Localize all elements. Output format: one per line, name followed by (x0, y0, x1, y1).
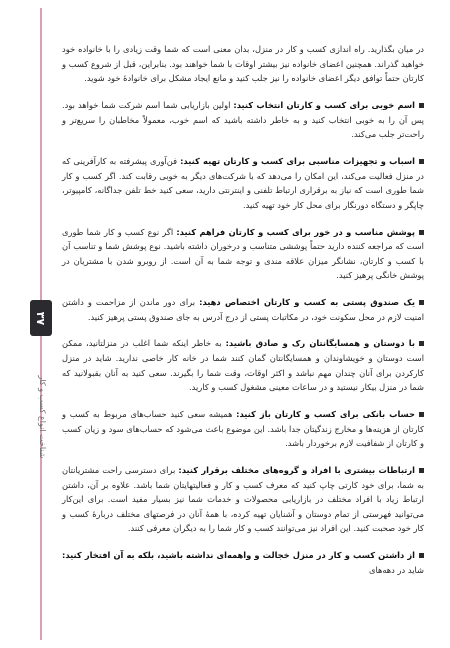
square-bullet-icon (419, 341, 424, 346)
square-bullet-icon (419, 230, 424, 235)
square-bullet-icon (419, 300, 424, 305)
section-body: اولین بازاریابی شما اسم شرکت شما خواهد بود. پس آن را به خوبی انتخاب کنید و به خاطر داشته باشید که اسم خوب، معمولاً مخاطبان را سریع‌تر و راحت‌تر جلب می‌کند. (62, 99, 424, 140)
section-heading: حساب بانکی برای کسب و کارتان باز کنید: (236, 409, 415, 419)
body-text (62, 42, 424, 590)
section-body: اگر نوع کسب و کار شما طوری است که مراجعه کننده دارید حتماً پوششی متناسب و درخوران داشته باشید. نوع پوشش شما و تناسب آن با کسب و کارتان، نشانگر میزان علاقه مندی و توجه شما به آن است. از روبرو شدن با مشتریان در پوشش خانگی پرهیز کنید. (62, 226, 424, 281)
intro-paragraph: در میان بگذارید. راه اندازی کسب و کار در منزل، بدان معنی است که شما وقت زیادی را با خانواده خود خواهید گذراند. همچنین اعضای خانواده نیز بیشتر اوقات با شما خواهند بود. بنابراین، قبل از شروع کسب و کارتان حتماً توافق دیگر اعضای خانواده را نیز جلب کنید و مانع ایجاد مشکل برای خانوادهٔ خود شوید. (62, 44, 424, 84)
page-number: ۳۷ (34, 311, 48, 325)
section-paragraph (62, 98, 424, 142)
section-paragraph (62, 463, 424, 536)
running-chapter-title: شناخت انواع کسب و کار (38, 375, 47, 459)
section-heading: از داشتن کسب و کار در منزل خجالت و واهمه‌ای نداشته باشید، بلکه به آن افتخار کنید: (62, 550, 415, 561)
square-bullet-icon (419, 412, 424, 417)
section-body: شاید در دهه‌های (368, 564, 424, 575)
section-paragraph (62, 295, 424, 324)
section-body: برای دسترسی راحت مشتریانتان به شما، برای خود کارتی چاپ کنید که معرف کسب و کار و فعالیتهایتان شما باشد. علاوه بر آن، داشتن ارتباط زیاد با افراد مختلف در بازاریابی محصولات و خدمات شما نیز بسیار مفید است. برای این‌کار می‌توانید فهرستی از تمام دوستان و آشنایان تهیه کرده، با همهٔ آنان در فرصتهای مختلف دربارهٔ کسب و کار خود صحبت کنید. این افراد نیز می‌توانند کسب و کار شما را به دیگران معرفی کنند. (62, 464, 424, 534)
page-number-badge (30, 300, 52, 336)
section-heading: با دوستان و همسایگانتان رک و صادق باشید: (225, 338, 415, 349)
section-heading: یک صندوق پستی به کسب و کارتان اختصاص دهید: (199, 297, 415, 308)
section-heading: ارتباطات بیشتری با افراد و گروه‌های مختلف برقرار کنید: (178, 464, 415, 475)
section-paragraph (62, 336, 424, 394)
section-body: برای دور ماندن از مزاحمت و داشتن امنیت لازم در محل سکونت خود، در مکاتبات پستی از درج آدرس به جای صندوق پستی پرهیز کنید. (62, 297, 424, 322)
square-bullet-icon (419, 468, 424, 473)
section-heading: اسم خوبی برای کسب و کارتان انتخاب کنید: (233, 99, 416, 110)
section-heading: پوشش مناسب و در خور برای کسب و کارتان فراهم کنید: (176, 226, 415, 237)
section-body: همیشه سعی کنید حساب‌های مربوط به کسب و کارتان از هزینه‌ها و مخارج زندگیتان جدا باشد. این موضوع باعث می‌شود که حساب‌های سود و زیان کسب و کارتان از شفافیت لازم برخوردار باشد. (62, 409, 424, 449)
section-paragraph (62, 548, 424, 577)
side-panel (30, 300, 52, 460)
section-paragraph (62, 154, 424, 212)
section-body: فن‌آوری پیشرفته به کارآفرینی که در منزل فعالیت می‌کند، این امکان را می‌دهد که با شرکت‌های دیگر به خوبی رقابت کند. اگر کسب و کار شما طوری است که نیاز به برقراری ارتباط تلفنی و اینترنتی دارید، سعی کنید خط تلفن جداگانه، کامپیوتر، چاپگر و دستگاه دورنگار برای محل کار خود تهیه کنید. (62, 155, 424, 210)
section-body: به خاطر اینکه شما اغلب در منزلتانید، ممکن است دوستان و خویشاوندان و همسایگانتان گمان کنند شما در خانه کار خاصی ندارید. شاید در منزل کارکردن برای آنان چندان مهم نباشد و اکثر اوقات، وقت شما را بگیرند. سعی کنید به آنان بقبولانید که شما در منزل بیکار نیستید و در ساعات معینی مشغول کسب و کارید. (62, 338, 424, 393)
section-paragraph (62, 407, 424, 451)
square-bullet-icon (419, 103, 424, 108)
square-bullet-icon (419, 553, 424, 558)
section-heading: اسباب و تجهیزات مناسبی برای کسب و کارتان تهیه کنید: (180, 155, 415, 166)
section-paragraph (62, 225, 424, 283)
square-bullet-icon (419, 159, 424, 164)
